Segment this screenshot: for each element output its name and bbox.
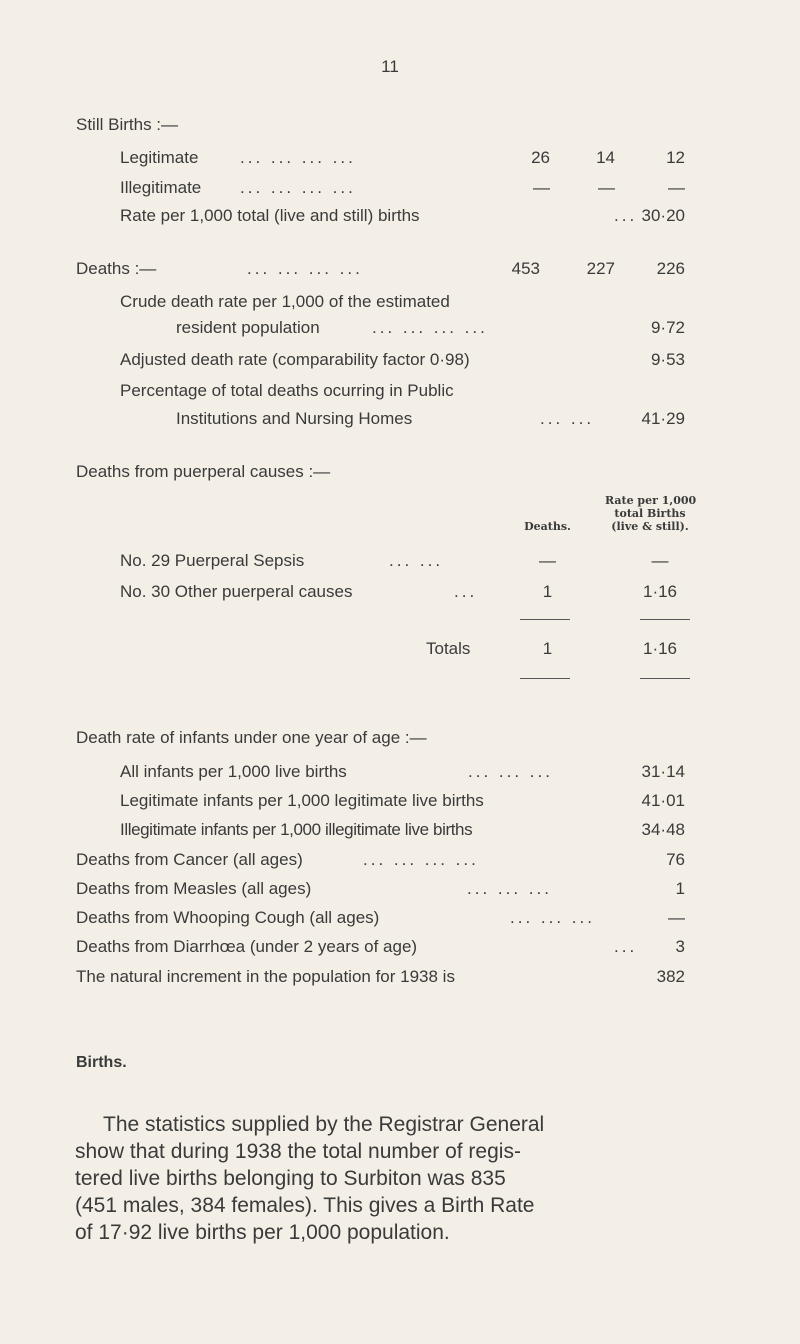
leader-dots: ... ... ... [468, 762, 553, 781]
crude-death-rate-line2: resident population [176, 318, 320, 337]
illegitimate-male: — [598, 178, 615, 197]
leader-dots: ... ... ... ... [240, 148, 356, 167]
all-infants-value: 31·14 [641, 762, 685, 781]
paragraph-line: show that during 1938 the total number of regis- [75, 1140, 521, 1163]
page-number: 11 [381, 57, 399, 76]
legitimate-male: 14 [596, 148, 615, 167]
leader-dots: ... [454, 582, 478, 601]
cancer-deaths-label: Deaths from Cancer (all ages) [76, 850, 303, 869]
percentage-value: 41·29 [641, 409, 685, 428]
other-puerperal-rate: 1·16 [642, 582, 678, 601]
puerperal-sepsis-label: No. 29 Puerperal Sepsis [120, 551, 305, 570]
other-puerperal-deaths: 1 [542, 582, 553, 601]
paragraph-line: tered live births belonging to Surbiton was 835 [75, 1167, 506, 1190]
divider [640, 678, 690, 679]
adjusted-death-rate-label: Adjusted death rate (comparability factor 0·98) [120, 350, 470, 369]
leader-dots: ... ... ... [467, 879, 552, 898]
rate-col-header-line3: (live & still). [611, 520, 689, 533]
measles-deaths-value: 1 [675, 879, 685, 898]
leader-dots: ... ... [389, 551, 444, 570]
puerperal-heading: Deaths from puerperal causes :— [76, 462, 331, 481]
whooping-cough-deaths-value: — [668, 908, 685, 927]
leader-dots: ... ... ... ... [372, 318, 488, 337]
leader-dots: ... ... ... ... [247, 259, 363, 278]
rate-col-header-line2: total Births [614, 507, 686, 520]
leader-dots: ... [614, 206, 638, 225]
totals-label: Totals [426, 639, 471, 658]
leader-dots: ... [614, 937, 638, 956]
legitimate-infants-value: 41·01 [641, 791, 685, 810]
leader-dots: ... ... ... ... [363, 850, 479, 869]
crude-death-rate-line1: Crude death rate per 1,000 of the estimated [120, 292, 450, 311]
deaths-heading: Deaths :— [76, 259, 157, 278]
leader-dots: ... ... ... [510, 908, 595, 927]
still-birth-rate-value: 30·20 [641, 206, 685, 225]
births-heading: Births. [76, 1054, 127, 1071]
natural-increment-value: 382 [656, 967, 685, 986]
whooping-cough-deaths-label: Deaths from Whooping Cough (all ages) [76, 908, 380, 927]
still-births-heading: Still Births :— [76, 115, 179, 134]
cancer-deaths-value: 76 [666, 850, 685, 869]
percentage-line1: Percentage of total deaths ocurring in Public [120, 381, 454, 400]
percentage-line2: Institutions and Nursing Homes [176, 409, 413, 428]
births-paragraph [75, 1111, 723, 1246]
deaths-total: 453 [511, 259, 540, 278]
deaths-col-header: Deaths. [524, 520, 571, 533]
natural-increment-label: The natural increment in the population for 1938 is [76, 967, 455, 986]
paragraph-line: of 17·92 live births per 1,000 population. [75, 1221, 450, 1244]
still-birth-rate-label: Rate per 1,000 total (live and still) births [120, 206, 420, 225]
paragraph-line: (451 males, 384 females). This gives a Birth Rate [75, 1194, 535, 1217]
puerperal-sepsis-deaths: — [539, 551, 556, 570]
illegitimate-infants-value: 34·48 [641, 820, 685, 839]
paragraph-line: The statistics supplied by the Registrar General [103, 1113, 545, 1136]
crude-death-rate-value: 9·72 [650, 318, 685, 337]
infants-heading: Death rate of infants under one year of age :— [76, 728, 427, 747]
leader-dots: ... ... [540, 409, 595, 428]
other-puerperal-label: No. 30 Other puerperal causes [120, 582, 353, 601]
diarrhoea-deaths-value: 3 [675, 937, 685, 956]
totals-deaths: 1 [542, 639, 553, 658]
deaths-male: 227 [586, 259, 615, 278]
leader-dots: ... ... ... ... [240, 178, 356, 197]
totals-rate: 1·16 [642, 639, 678, 658]
rate-col-header-line1: Rate per 1,000 [605, 494, 697, 507]
illegitimate-label: Illegitimate [120, 178, 202, 197]
divider [520, 678, 570, 679]
illegitimate-female: — [668, 178, 685, 197]
diarrhoea-deaths-label: Deaths from Diarrhœa (under 2 years of age) [76, 937, 418, 956]
measles-deaths-label: Deaths from Measles (all ages) [76, 879, 312, 898]
divider [520, 619, 570, 620]
legitimate-infants-label: Legitimate infants per 1,000 legitimate live births [120, 791, 484, 810]
illegitimate-infants-label: Illegitimate infants per 1,000 illegitimate live births [120, 820, 473, 839]
deaths-female: 226 [656, 259, 685, 278]
puerperal-sepsis-rate: — [651, 551, 669, 570]
divider [640, 619, 690, 620]
legitimate-label: Legitimate [120, 148, 199, 167]
illegitimate-total: — [533, 178, 550, 197]
legitimate-total: 26 [531, 148, 550, 167]
all-infants-label: All infants per 1,000 live births [120, 762, 347, 781]
adjusted-death-rate-value: 9·53 [650, 350, 685, 369]
legitimate-female: 12 [666, 148, 685, 167]
